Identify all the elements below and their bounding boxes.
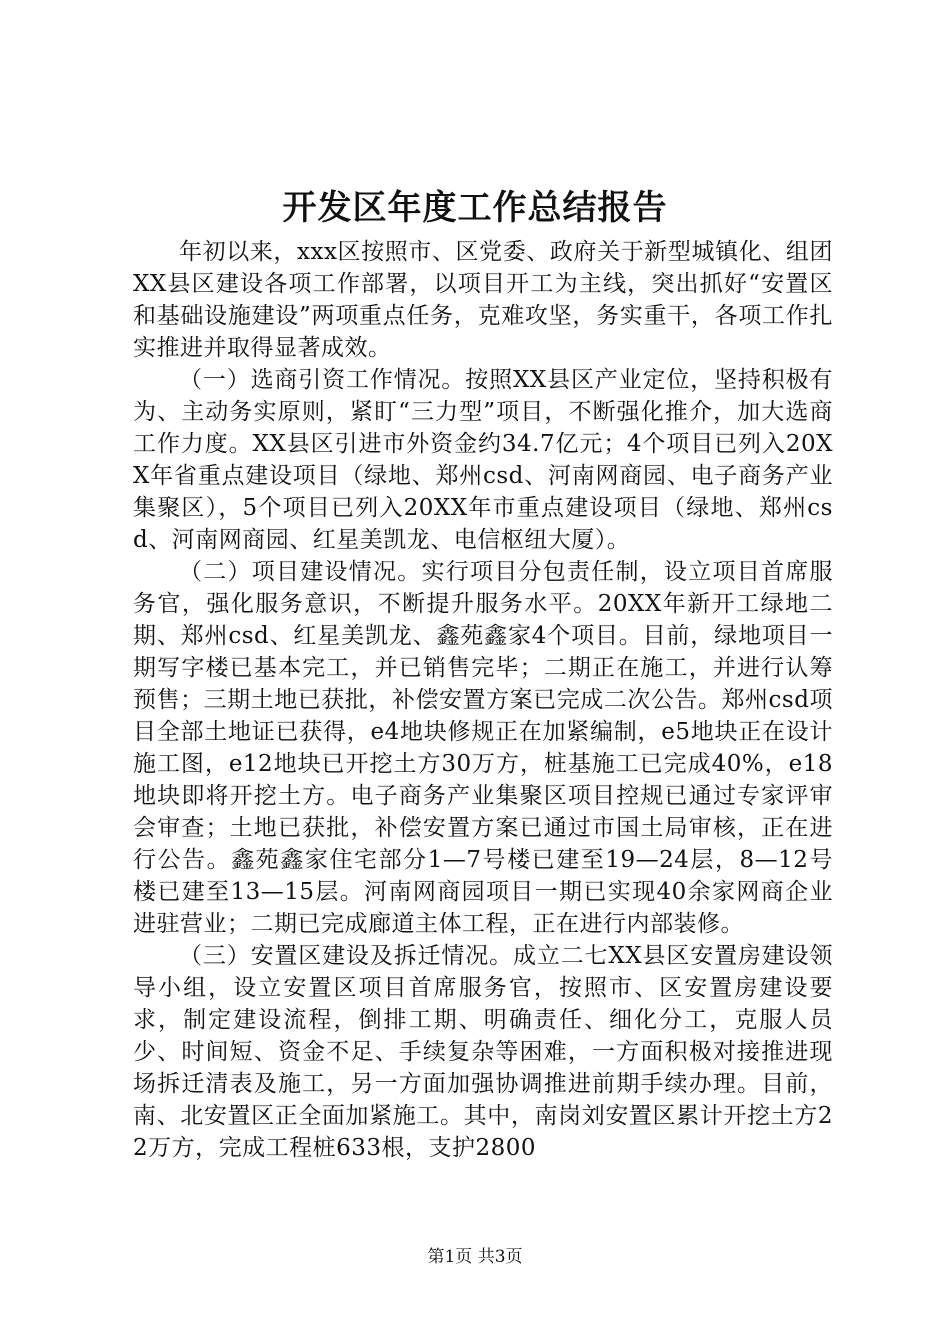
document-body <box>133 236 833 1164</box>
document-title: 开发区年度工作总结报告 <box>282 188 668 228</box>
paragraph-intro: 年初以来，xxx区按照市、区党委、政府关于新型城镇化、组团XX县区建设各项工作部署，以项目开工为主线，突出抓好“安置区和基础设施建设”两项重点任务，克难攻坚，务实重干，各项工作扎实推进并取得显著成效。 <box>133 239 833 361</box>
paragraph-resettlement: （三）安置区建设及拆迁情况。成立二七XX县区安置房建设领导小组，设立安置区项目首席服务官，按照市、区安置房建设要求，制定建设流程，倒排工期、明确责任、细化分工，克服人员少、时间短、资金不足、手续复杂等困难，一方面积极对接推进现场拆迁清表及施工，另一方面加强协调推进前期手续办理。目前，南、北安置区正全面加紧施工。其中，南岗刘安置区累计开挖土方22万方，完成工程桩633根，支护2800 <box>133 943 833 1161</box>
paragraph-investment: （一）选商引资工作情况。按照XX县区产业定位，坚持积极有为、主动务实原则，紧盯“三力型”项目，不断强化推介，加大选商工作力度。XX县区引进市外资金约34.7亿元；4个项目已列入20XX年省重点建设项目（绿地、郑州csd、河南网商园、电子商务产业集聚区），5个项目已列入20XX年市重点建设项目（绿地、郑州csd、河南网商园、红星美凯龙、电信枢纽大厦）。 <box>133 367 833 553</box>
paragraph-projects: （二）项目建设情况。实行项目分包责任制，设立项目首席服务官，强化服务意识，不断提升服务水平。20XX年新开工绿地二期、郑州csd、红星美凯龙、鑫苑鑫家4个项目。目前，绿地项目一期写字楼已基本完工，并已销售完毕；二期正在施工，并进行认筹预售；三期土地已获批，补偿安置方案已完成二次公告。郑州csd项目全部土地证已获得，e4地块修规正在加紧编制，e5地块正在设计施工图，e12地块已开挖土方30万方，桩基施工已完成40%，e18地块即将开挖土方。电子商务产业集聚区项目控规已通过专家评审会审查；土地已获批，补偿安置方案已通过市国土局审核，正在进行公告。鑫苑鑫家住宅部分1—7号楼已建至19—24层，8—12号楼已建至13—15层。河南网商园项目一期已实现40余家网商企业进驻营业；二期已完成廊道主体工程，正在进行内部装修。 <box>133 559 833 937</box>
page-number-footer: 第1页 共3页 <box>427 1247 523 1267</box>
